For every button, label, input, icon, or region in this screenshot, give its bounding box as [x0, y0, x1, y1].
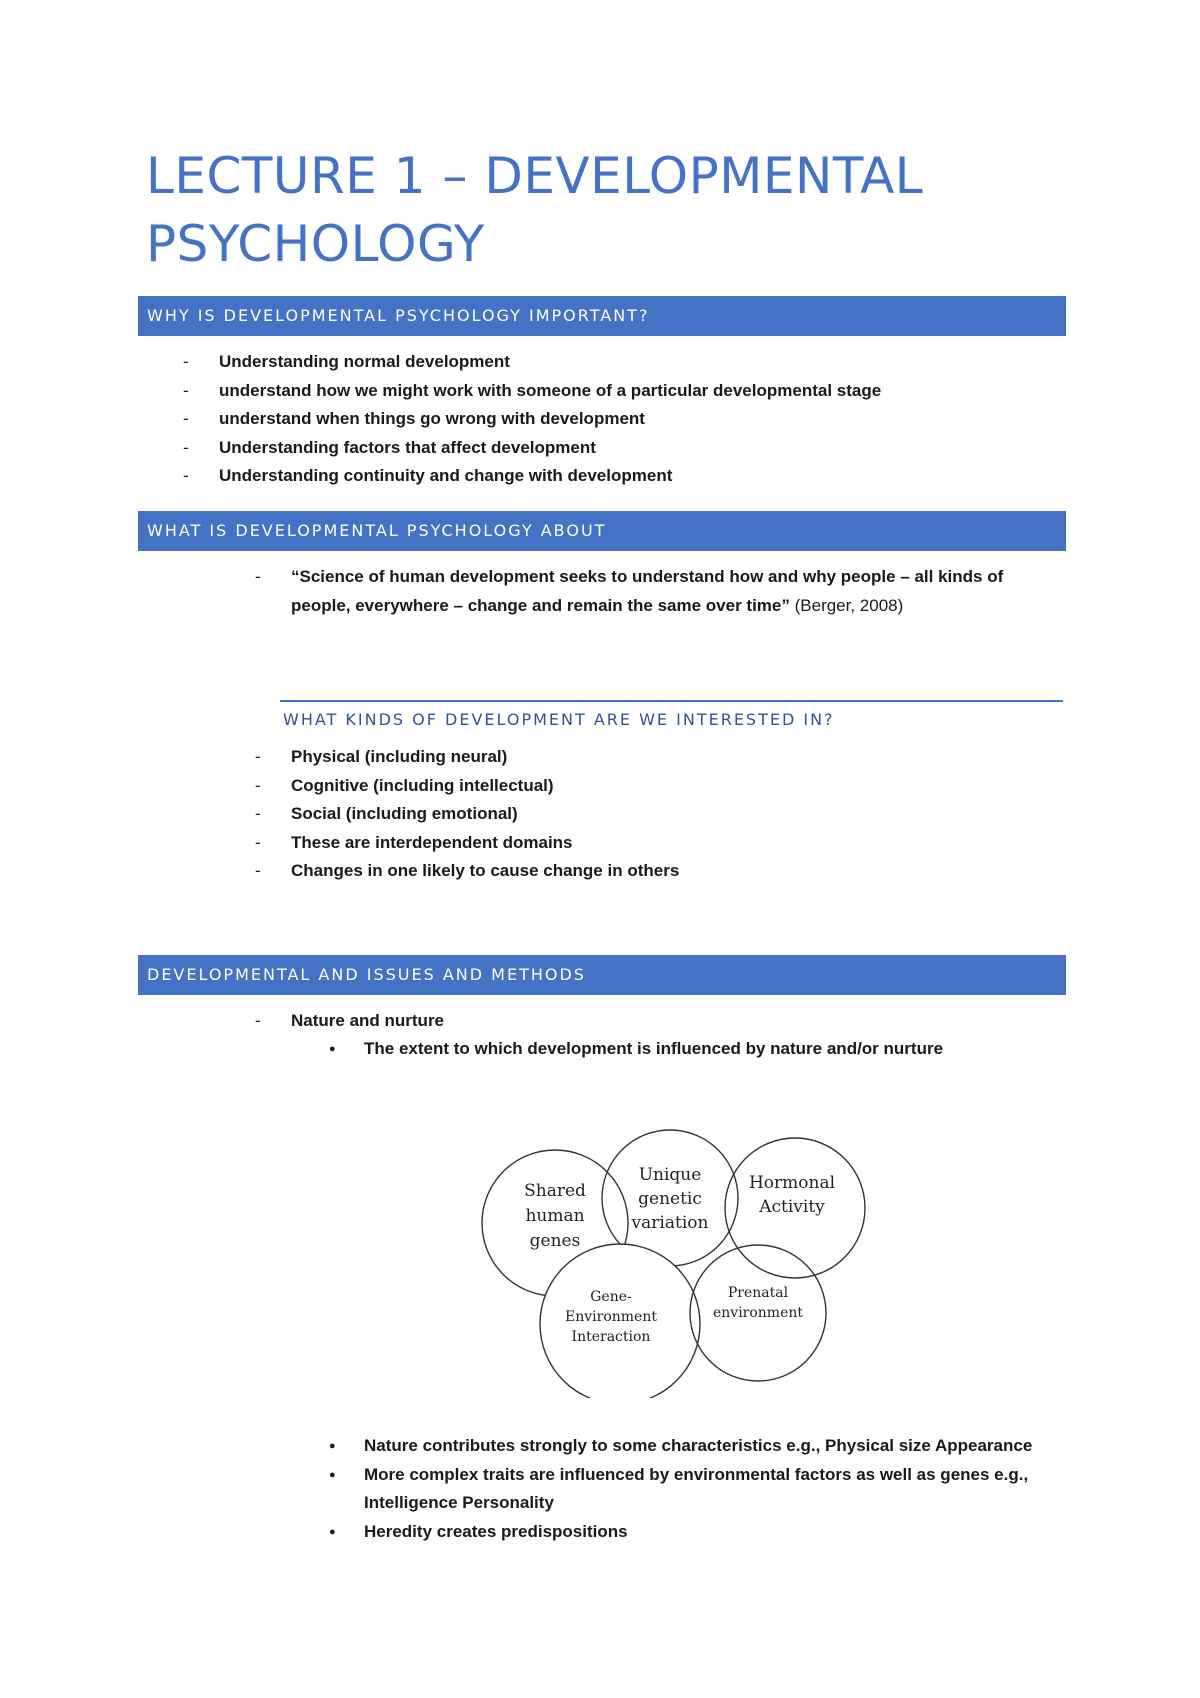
diagram-label: environment [712, 1305, 804, 1321]
section-heading-issues-methods: DEVELOPMENTAL AND ISSUES AND METHODS [138, 955, 1066, 995]
section-heading-why-important: WHY IS DEVELOPMENTAL PSYCHOLOGY IMPORTANT? [138, 296, 1066, 336]
list-item: - understand how we might work with someone of a particular developmental stage [219, 377, 881, 406]
diagram-label: variation [631, 1213, 709, 1233]
diagram-label: Activity [759, 1197, 825, 1217]
diagram-label: Prenatal [727, 1285, 789, 1301]
kinds-list [291, 743, 679, 886]
list-item: - understand when things go wrong with development [219, 405, 881, 434]
diagram-label: Hormonal [748, 1173, 836, 1193]
diagram-label: Gene- [590, 1289, 632, 1305]
list-item: - Cognitive (including intellectual) [291, 772, 679, 801]
issues-list [291, 1007, 444, 1036]
quote-citation: (Berger, 2008) [794, 595, 904, 615]
diagram-label: genes [529, 1231, 581, 1251]
diagram-label: Interaction [571, 1329, 651, 1345]
list-item: - Physical (including neural) [291, 743, 679, 772]
list-item: - These are interdependent domains [291, 829, 679, 858]
diagram-label: Environment [565, 1309, 657, 1325]
diagram-label: human [525, 1206, 585, 1226]
list-item: - Changes in one likely to cause change in others [291, 857, 679, 886]
list-item: - Social (including emotional) [291, 800, 679, 829]
list-item: ● Heredity creates predispositions [364, 1518, 1054, 1547]
nature-nurture-diagram [480, 1128, 880, 1398]
diagram-label: Shared [524, 1181, 586, 1201]
issues-sublist [364, 1035, 943, 1064]
list-item: ● The extent to which development is influenced by nature and/or nurture [364, 1035, 943, 1064]
list-item: - Understanding continuity and change with development [219, 462, 881, 491]
diagram-label: genetic [638, 1189, 702, 1209]
list-item: - Nature and nurture [291, 1007, 444, 1036]
list-item: ● Nature contributes strongly to some characteristics e.g., Physical size Appearance [364, 1432, 1054, 1461]
dash-marker: - [255, 567, 261, 586]
nature-bullets-list [364, 1432, 1054, 1546]
subsection-heading-kinds: WHAT KINDS OF DEVELOPMENT ARE WE INTERESTED IN? [280, 700, 1063, 729]
why-important-list [219, 348, 881, 491]
page-title: LECTURE 1 – DEVELOPMENTAL PSYCHOLOGY [146, 147, 924, 273]
diagram-label: Unique [638, 1165, 702, 1185]
list-item: - Understanding normal development [219, 348, 881, 377]
section-heading-what-about: WHAT IS DEVELOPMENTAL PSYCHOLOGY ABOUT [138, 511, 1066, 551]
definition-quote [255, 563, 1051, 620]
quote-text: “Science of human development seeks to understand how and why people – all kinds of people, everywhere – change and remain the same over time” [291, 567, 1004, 615]
list-item: - Understanding factors that affect development [219, 434, 881, 463]
list-item: ● More complex traits are influenced by environmental factors as well as genes e.g., Intelligence Personality [364, 1461, 1054, 1518]
